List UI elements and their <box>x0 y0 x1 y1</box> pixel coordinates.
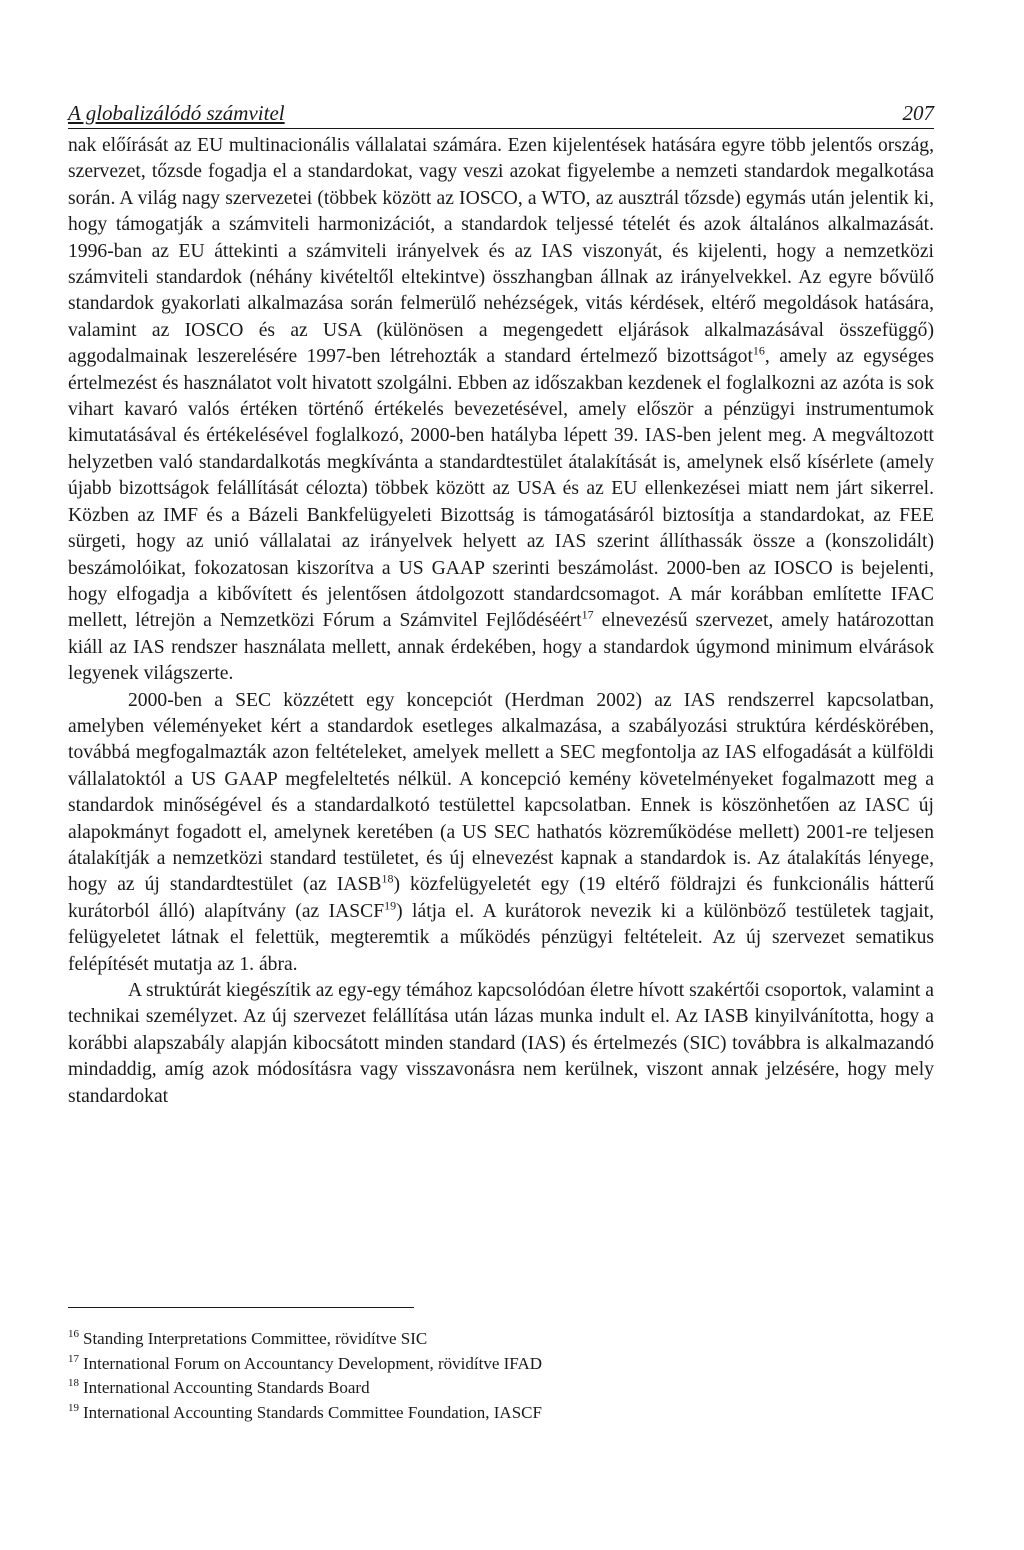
paragraph-text: nak előírását az EU multinacionális vállalatai számára. Ezen kijelentések hatására egyre több jelentős ország, szervezet, tőzsde fogadja el a standardokat, vagy veszi azokat figyelembe a nemzeti standardok megalkotása során. A világ nagy szervezetei (többek között az IOSCO, a WTO, az ausztrál tőzsde) egymás után jelentik ki, hogy támogatják a számviteli harmonizációt, a standardok teljessé tételét és azok általános alkalmazását. 1996-ban az EU áttekinti a számviteli irányelvek és az IAS viszonyát, és kijelenti, hogy a nemzetközi számviteli standardok (néhány kivételtől eltekintve) összhangban állnak az irányelvekkel. Az egyre bővülő standardok gyakorlati alkalmazása során felmerülő nehézségek, vitás kérdések, eltérő megoldások hatására, valamint az IOSCO és az USA (különösen a megengedett eljárások alkalmazásával összefüggő) aggodalmainak leszerelésére 1997-ben létrehozták a standard értelmező bizottságot <box>68 135 934 368</box>
running-title: A globalizálódó számvitel <box>68 101 285 125</box>
footnote-number: 16 <box>68 1328 79 1341</box>
footnote-text: International Accounting Standards Committee Foundation, IASCF <box>83 1402 542 1422</box>
footnote-number: 18 <box>68 1377 79 1390</box>
footnote <box>68 1401 934 1426</box>
paragraph-text: 2000-ben a SEC közzétett egy koncepciót (Herdman 2002) az IAS rendszerrel kapcsolatban, amelyben véleményeket kért a standardok esetleges alkalmazása, a szabályozási struktúra kérdéskörében, továbbá megfogalmazták azon feltételeket, amelyek mellett a SEC megfontolja az IAS elfogadását a külföldi vállalatoktól a US GAAP megfeleltetés nélkül. A koncepció kemény követelményeket fogalmazott meg a standardok minőségével és a standardalkotó testülettel kapcsolatban. Ennek is köszönhetően az IASC új alapokmányt fogadott el, amelynek keretében (a US SEC hathatós közreműködése mellett) 2001-re teljesen átalakítják a nemzetközi standard testületet, és új elnevezést kapnak a standardok is. Az átalakítás lényege, hogy az új standardtestület (az IASB <box>68 689 934 896</box>
footnote-reference: 17 <box>581 607 594 622</box>
page-number: 207 <box>902 101 934 125</box>
footnote <box>68 1327 934 1352</box>
footnote-reference: 16 <box>752 343 765 358</box>
paragraph-text: ) látja el. A kurátorok nevezik ki a különböző testületek tagjait, felügyeletet látnak el felettük, megteremtik a működés pénzügyi feltételeit. Az új szervezet sematikus felépítését mutatja az 1. ábra. <box>68 900 934 975</box>
paragraph-text: , amely az egységes értelmezést és használatot volt hivatott szolgálni. Ebben az időszakban kezdenek el foglalkozni az azóta is sok vihart kavaró valós értéken történő értékelés bevezetésével, amely először a pénzügyi instrumentumok kimutatásával és értékelésével foglalkozó, 2000-ben hatályba lépett 39. IAS-ben jelent meg. A megváltozott helyzetben való standardalkotás megkívánta a standardtestület átalakítását is, amelynek első kísérlete (amely újabb bizottságok felállítását célozta) többek között az USA és az EU ellenkezései miatt nem járt sikerrel. Közben az IMF és a Bázeli Bankfelügyeleti Bizottság is támogatásáról biztosítja a standardokat, az FEE sürgeti, hogy az unió vállalatai az irányelvek helyett az IAS szerint állíthassák össze a (konszolidált) beszámolóikat, fokozatosan kiszorítva a US GAAP szerinti beszámolást. 2000-ben az IOSCO is bejelenti, hogy elfogadja a kibővített és jelentősen átdolgozott standardcsomagot. A már korábban említette IFAC mellett, létrejön a Nemzetközi Fórum a Számvitel Fejlődéséért <box>68 346 934 632</box>
running-header <box>68 100 934 129</box>
paragraph <box>68 133 934 688</box>
footnote-number: 17 <box>68 1352 79 1365</box>
paragraph-text: A struktúrát kiegészítik az egy-egy témához kapcsolódóan életre hívott szakértői csoportok, valamint a technikai személyzet. Az új szervezet felállítása után lázas munka indult el. Az IASB kinyilvánította, hogy a korábbi alapszabály alapján kibocsátott minden standard (IAS) és értelmezés (SIC) továbbra is alkalmazandó mindaddig, amíg azok módosításra vagy visszavonásra nem kerülnek, viszont annak jelzésére, hogy mely standardokat <box>68 980 934 1107</box>
footnote-text: International Accounting Standards Board <box>83 1378 370 1397</box>
body-text <box>68 133 934 1110</box>
paragraph-text: ) közfelügyeletét egy (19 eltérő földrajzi és funkcionális hátterű kurátorból álló) alapítvány (az IASCF <box>68 874 934 922</box>
footnote-text: International Forum on Accountancy Development, rövidítve IFAD <box>83 1353 543 1373</box>
page-content <box>68 100 934 1110</box>
footnote <box>68 1352 934 1377</box>
footnote-number: 19 <box>68 1401 79 1414</box>
footnote-divider <box>68 1307 414 1308</box>
footnotes <box>68 1327 934 1425</box>
paragraph <box>68 978 934 1110</box>
footnote-reference: 19 <box>384 898 397 913</box>
footnote-reference: 18 <box>381 871 394 886</box>
paragraph <box>68 688 934 978</box>
paragraph-text: elnevezésű szervezet, amely határozottan kiáll az IAS rendszer használata mellett, annak érdekében, hogy a standardok úgymond minimum elvárások legyenek világszerte. <box>68 610 934 685</box>
footnote-text: Standing Interpretations Committee, rövidítve SIC <box>83 1329 428 1348</box>
footnote <box>68 1376 934 1401</box>
